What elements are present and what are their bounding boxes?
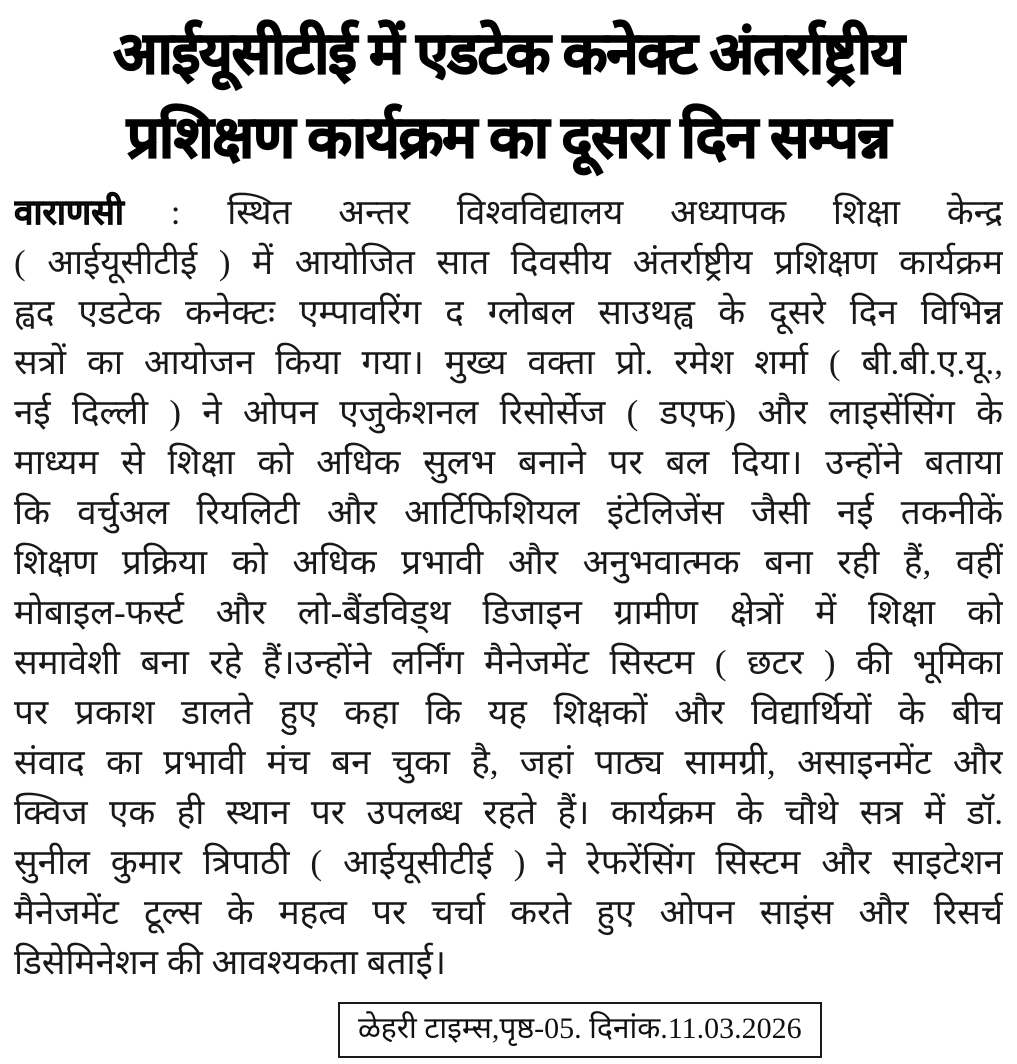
body-line-6: माध्यम से शिक्षा को अधिक सुलभ बनाने पर बल दिया। उन्होंने बताया xyxy=(14,443,1003,482)
body-line-16: डिसेमिनेशन की आवश्यकता बताई। xyxy=(14,943,447,982)
article-body xyxy=(14,188,1003,988)
headline-line-1: आईयूसीटीई में एडटेक कनेक्ट अंतर्राष्ट्रीय xyxy=(113,21,904,86)
body-line-13: क्विज एक ही स्थान पर उपलब्ध रहते हैं। कार्यक्रम के चौथे सत्र में डॉ. xyxy=(14,793,1003,832)
body-line-1 xyxy=(14,188,1003,238)
body-line-10: समावेशी बना रहे हैं।उन्होंने लर्निंग मैनेजमेंट सिस्टम ( छटर ) की भूमिका xyxy=(14,643,1003,682)
body-line-14: सुनील कुमार त्रिपाठी ( आईयूसीटीई ) ने रेफरेंसिंग सिस्टम और साइटेशन xyxy=(14,843,1003,882)
article-headline xyxy=(0,0,1017,180)
body-line-12: संवाद का प्रभावी मंच बन चुका है, जहां पाठ्य सामग्री, असाइनमेंट और xyxy=(14,743,1003,782)
body-line-8: शिक्षण प्रक्रिया को अधिक प्रभावी और अनुभवात्मक बना रही हैं, वहीं xyxy=(14,543,1003,582)
body-line-4: सत्रों का आयोजन किया गया। मुख्य वक्ता प्रो. रमेश शर्मा ( बी.बी.ए.यू., xyxy=(14,343,1003,382)
source-footer-text: ळेहरी टाइम्स,पृष्ठ-05. दिनांक.11.03.2026 xyxy=(358,1012,802,1045)
dateline-varanasi: वाराणसी xyxy=(14,193,124,232)
body-line-1-text: : स्थित अन्तर विश्वविद्यालय अध्यापक शिक्षा केन्द्र xyxy=(123,193,1003,232)
body-line-5: नई दिल्ली ) ने ओपन एजुकेशनल रिसोर्सेज ( डएफ) और लाइसेंसिंग के xyxy=(14,393,1003,432)
body-line-7: कि वर्चुअल रियलिटी और आर्टिफिशियल इंटेलिजेंस जैसी नई तकनीकें xyxy=(14,493,1003,532)
body-line-2: ( आईयूसीटीई ) में आयोजित सात दिवसीय अंतर्राष्ट्रीय प्रशिक्षण कार्यक्रम xyxy=(14,243,1003,282)
body-line-3: ह्वद एडटेक कनेक्टः एम्पावरिंग द ग्लोबल साउथह्व के दूसरे दिन विभिन्न xyxy=(14,293,1003,332)
source-footer-box xyxy=(338,1002,822,1058)
headline-line-2: प्रशिक्षण कार्यक्रम का दूसरा दिन सम्पन्न xyxy=(127,105,890,170)
body-line-9: मोबाइल-फर्स्ट और लो-बैंडविड्थ डिजाइन ग्रामीण क्षेत्रों में शिक्षा को xyxy=(14,593,1003,632)
body-line-15: मैनेजमेंट टूल्स के महत्व पर चर्चा करते हुए ओपन साइंस और रिसर्च xyxy=(14,893,1003,932)
body-line-11: पर प्रकाश डालते हुए कहा कि यह शिक्षकों और विद्यार्थियों के बीच xyxy=(14,693,1003,732)
